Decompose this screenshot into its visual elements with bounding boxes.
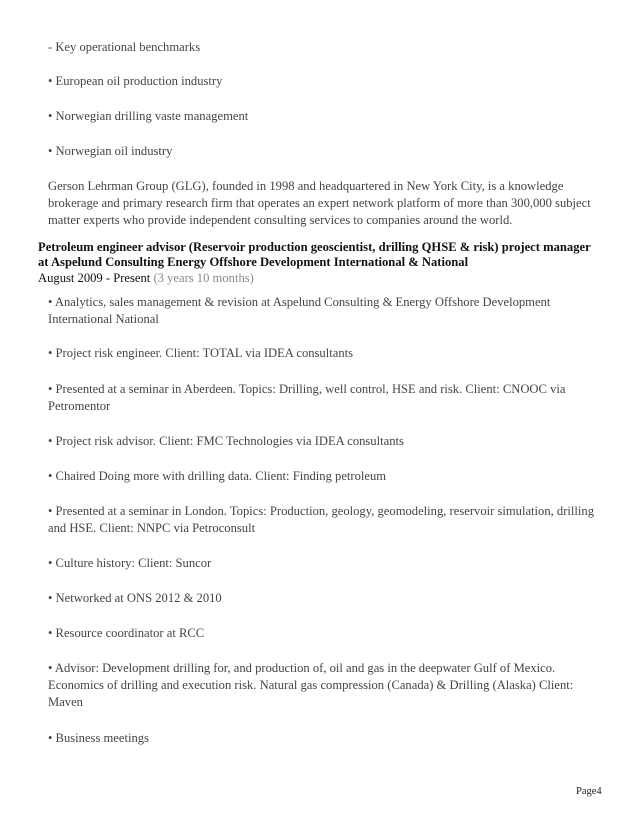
- duration: (3 years 10 months): [153, 271, 254, 285]
- list-item: • Project risk advisor. Client: FMC Technologies via IDEA consultants: [48, 434, 404, 448]
- list-item: • Norwegian drilling vaste management: [48, 109, 249, 123]
- list-item: • Culture history: Client: Suncor: [48, 556, 212, 570]
- paragraph-line: matter experts who provide independent consulting services to companies around the world.: [48, 213, 513, 227]
- list-item: • Analytics, sales management & revision at Aspelund Consulting & Energy Offshore Development: [48, 295, 551, 309]
- list-item: • European oil production industry: [48, 74, 223, 88]
- list-item: • Chaired Doing more with drilling data. Client: Finding petroleum: [48, 469, 387, 483]
- paragraph-line: Gerson Lehrman Group (GLG), founded in 1998 and headquartered in New York City, is a knowledge: [48, 179, 564, 193]
- list-item: • Resource coordinator at RCC: [48, 626, 205, 640]
- list-item: • Presented at a seminar in London. Topics: Production, geology, geomodeling, reservoir simulation, drilling: [48, 504, 595, 518]
- list-item-continuation: and HSE. Client: NNPC via Petroconsult: [48, 521, 256, 535]
- page-number: Page4: [576, 786, 602, 797]
- position-title-line2: at Aspelund Consulting Energy Offshore Development International & National: [38, 255, 469, 269]
- date-range: August 2009 - Present: [38, 271, 151, 285]
- list-item: - Key operational benchmarks: [48, 40, 201, 54]
- list-item: • Business meetings: [48, 731, 149, 745]
- position-dates: [38, 271, 254, 286]
- list-item: • Advisor: Development drilling for, and production of, oil and gas in the deepwater Gulf of Mexico.: [48, 661, 556, 675]
- list-item-continuation: Economics of drilling and execution risk. Natural gas compression (Canada) & Drilling (Alaska) Client:: [48, 678, 574, 692]
- position-title-line1: Petroleum engineer advisor (Reservoir production geoscientist, drilling QHSE & risk) project manager: [38, 240, 591, 254]
- list-item: • Networked at ONS 2012 & 2010: [48, 591, 222, 605]
- list-item-continuation: Petromentor: [48, 399, 111, 413]
- list-item-continuation: Maven: [48, 695, 83, 709]
- list-item: • Project risk engineer. Client: TOTAL via IDEA consultants: [48, 346, 354, 360]
- list-item: • Norwegian oil industry: [48, 144, 173, 158]
- list-item-continuation: International National: [48, 312, 159, 326]
- paragraph-line: brokerage and primary research firm that operates an expert network platform of more than 300,000 subject: [48, 196, 591, 210]
- list-item: • Presented at a seminar in Aberdeen. Topics: Drilling, well control, HSE and risk. Client: CNOOC via: [48, 382, 566, 396]
